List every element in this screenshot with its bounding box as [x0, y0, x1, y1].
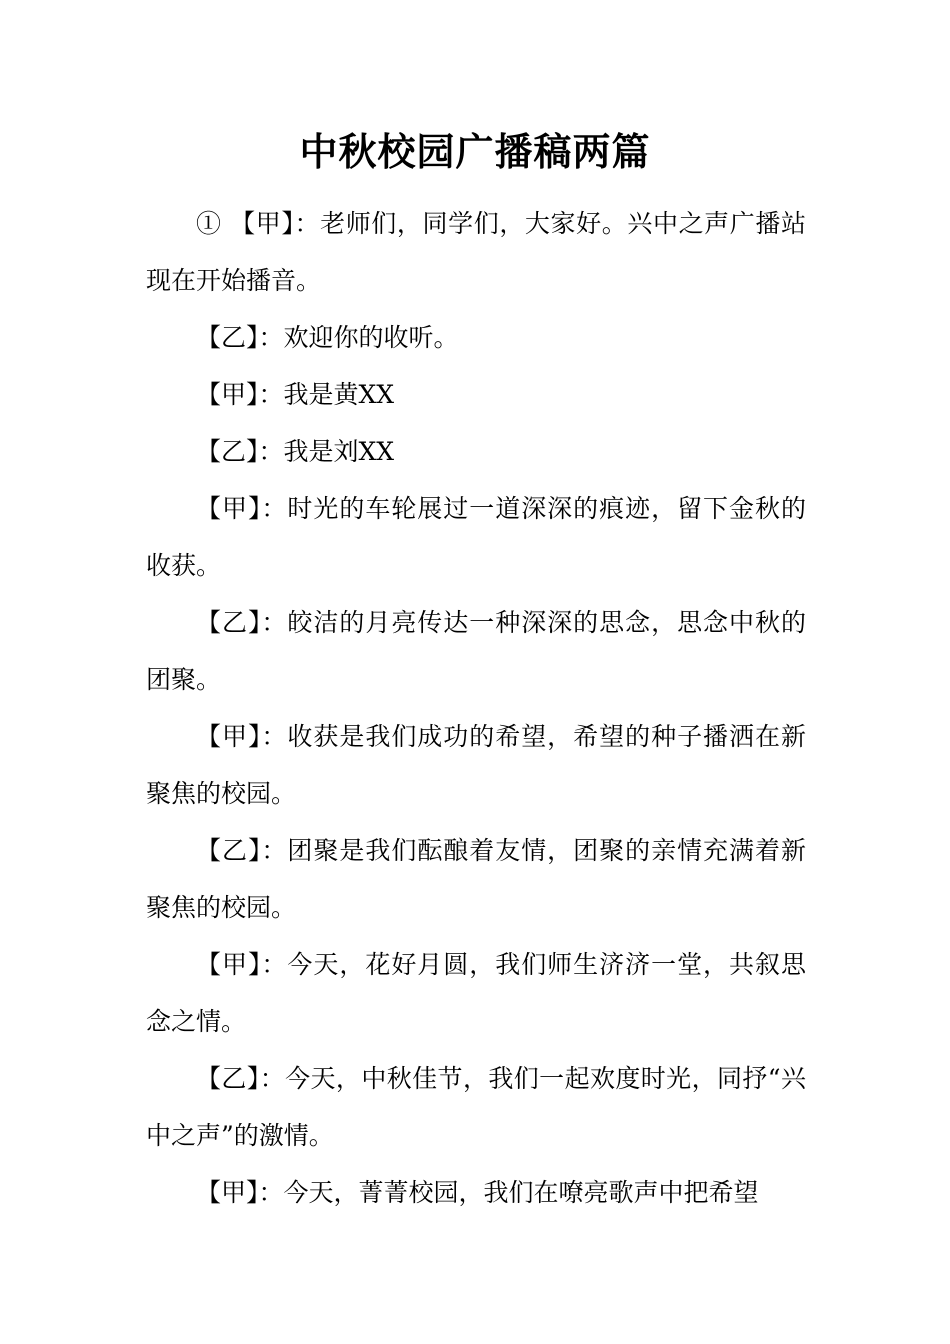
document-body [146, 195, 806, 1221]
paragraph: ① 【甲】：老师们，同学们，大家好。兴中之声广播站现在开始播音。 [146, 209, 806, 295]
paragraph: 【乙】：皎洁的月亮传达一种深深的思念，思念中秋的团聚。 [146, 608, 806, 694]
paragraph: 【乙】：我是刘XX [196, 437, 395, 466]
paragraph: 【甲】：时光的车轮展过一道深深的痕迹，留下金秋的收获。 [146, 494, 806, 580]
paragraph: 【甲】：今天，菁菁校园，我们在嘹亮歌声中把希望 [196, 1178, 759, 1207]
paragraph: 【乙】：今天，中秋佳节，我们一起欢度时光，同抒“兴中之声”的激情。 [146, 1064, 806, 1150]
paragraph: 【甲】：收获是我们成功的希望，希望的种子播洒在新聚焦的校园。 [146, 722, 806, 808]
paragraph: 【乙】：欢迎你的收听。 [196, 323, 459, 352]
document-title: 中秋校园广播稿两篇 [299, 129, 651, 174]
paragraph: 【乙】：团聚是我们酝酿着友情，团聚的亲情充满着新聚焦的校园。 [146, 836, 806, 922]
paragraph: 【甲】：我是黄XX [196, 380, 395, 409]
paragraph: 【甲】：今天，花好月圆，我们师生济济一堂，共叙思念之情。 [146, 950, 806, 1036]
